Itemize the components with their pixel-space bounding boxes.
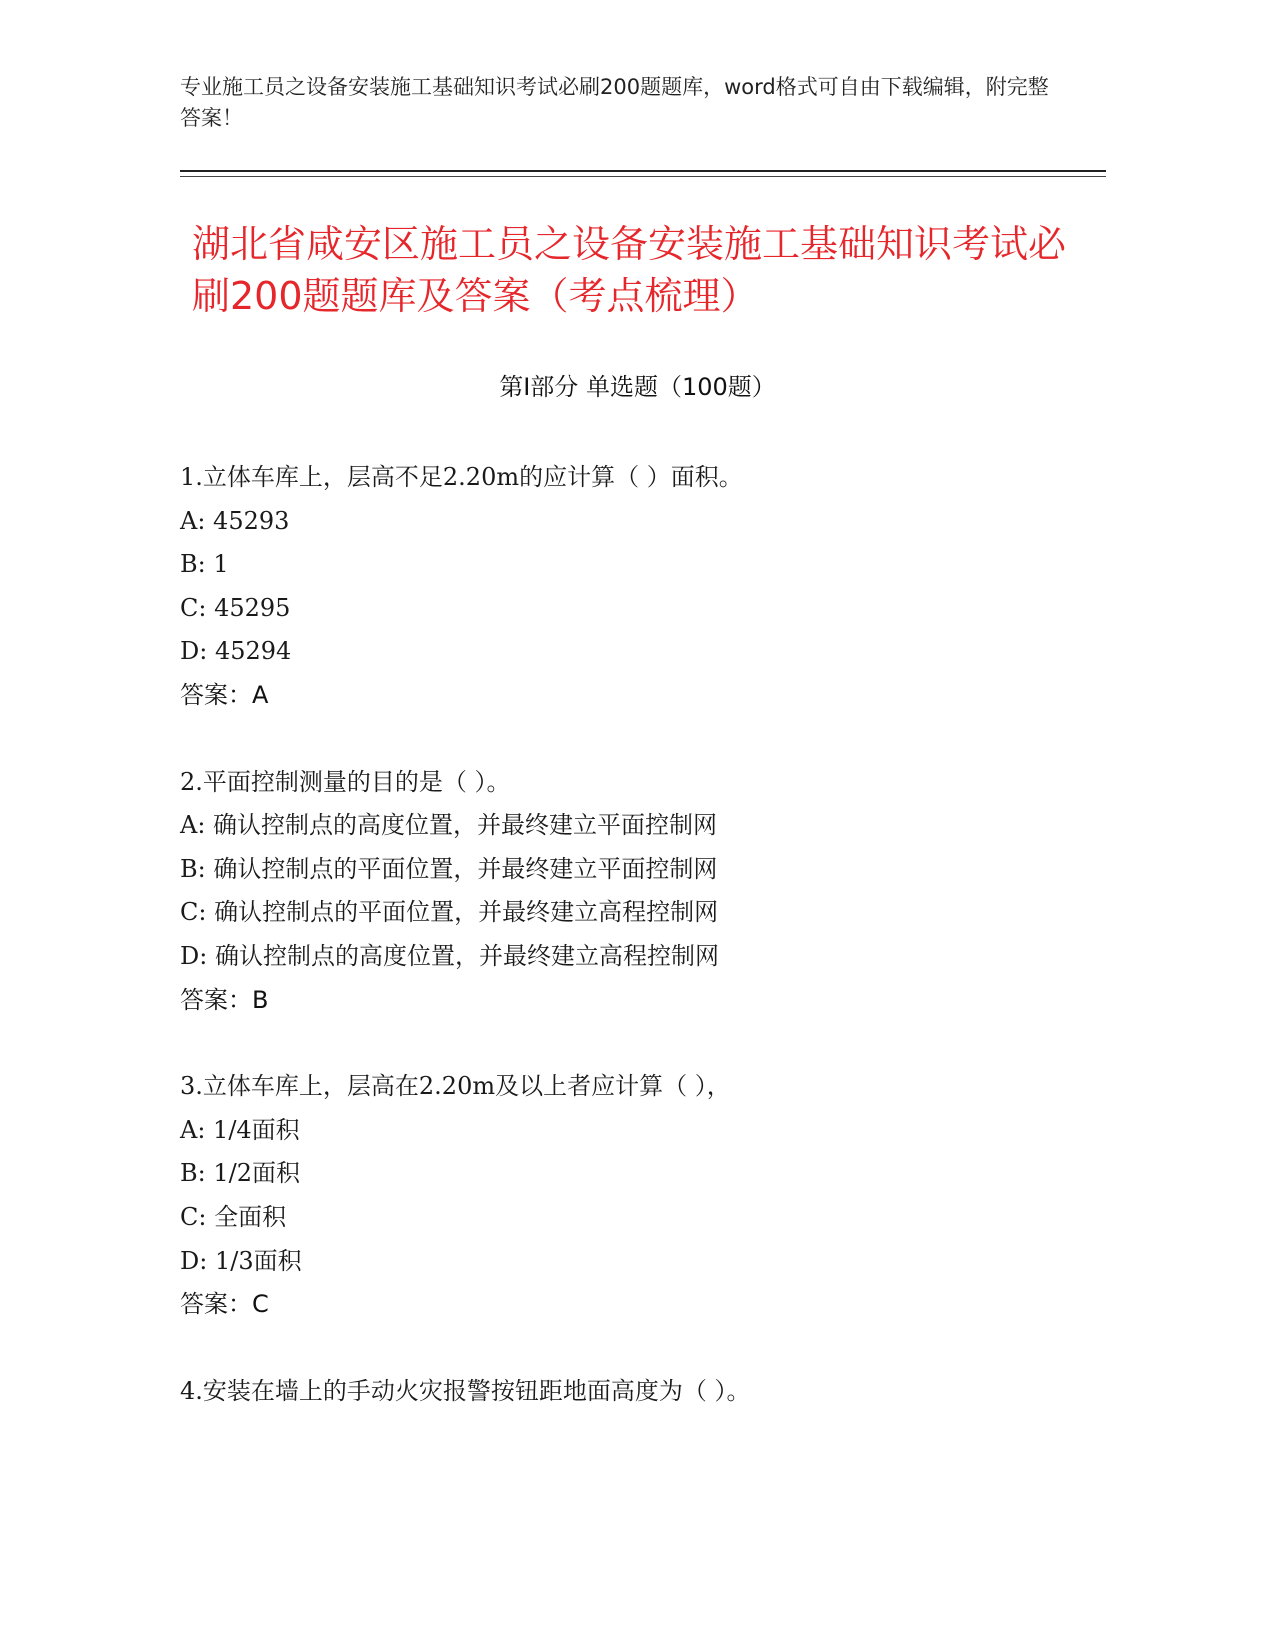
option-c: C: 45295 [180,593,291,622]
answer: 答案：B [180,985,269,1014]
answer: 答案：A [180,680,269,709]
question-stem: 2.平面控制测量的目的是（ ）。 [180,767,511,796]
section-heading: 第I部分 单选题（100题） [499,373,776,401]
header-note: 专业施工员之设备安装施工基础知识考试必刷200题题库，word格式可自由下载编辑，附完整答案！ [180,75,1049,130]
question-3 [180,1065,1100,1327]
option-d: D: 确认控制点的高度位置，并最终建立高程控制网 [180,941,719,970]
document-title: 湖北省咸安区施工员之设备安装施工基础知识考试必刷200题题库及答案（考点梳理） [192,222,1067,318]
question-list [180,456,1100,1456]
answer: 答案：C [180,1290,269,1319]
header-rule-thin [180,176,1106,177]
option-b: B: 1/2面积 [180,1159,300,1188]
option-a: A: 确认控制点的高度位置，并最终建立平面控制网 [180,811,718,840]
option-d: D: 1/3面积 [180,1246,302,1275]
question-1 [180,456,1100,718]
question-2 [180,761,1100,1023]
option-b: B: 1 [180,550,229,579]
question-4 [180,1370,1100,1414]
header-rule-thick [180,170,1106,172]
question-stem: 1.立体车库上，层高不足2.20m的应计算（ ）面积。 [180,463,743,491]
option-c: C: 全面积 [180,1202,287,1231]
question-stem: 4.安装在墙上的手动火灾报警按钮距地面高度为（ ）。 [180,1376,751,1405]
option-a: A: 45293 [180,506,290,535]
option-c: C: 确认控制点的平面位置，并最终建立高程控制网 [180,898,719,927]
question-stem: 3.立体车库上，层高在2.20m及以上者应计算（ ）， [180,1072,731,1101]
option-a: A: 1/4面积 [180,1115,300,1144]
option-b: B: 确认控制点的平面位置，并最终建立平面控制网 [180,854,718,883]
option-d: D: 45294 [180,637,292,666]
